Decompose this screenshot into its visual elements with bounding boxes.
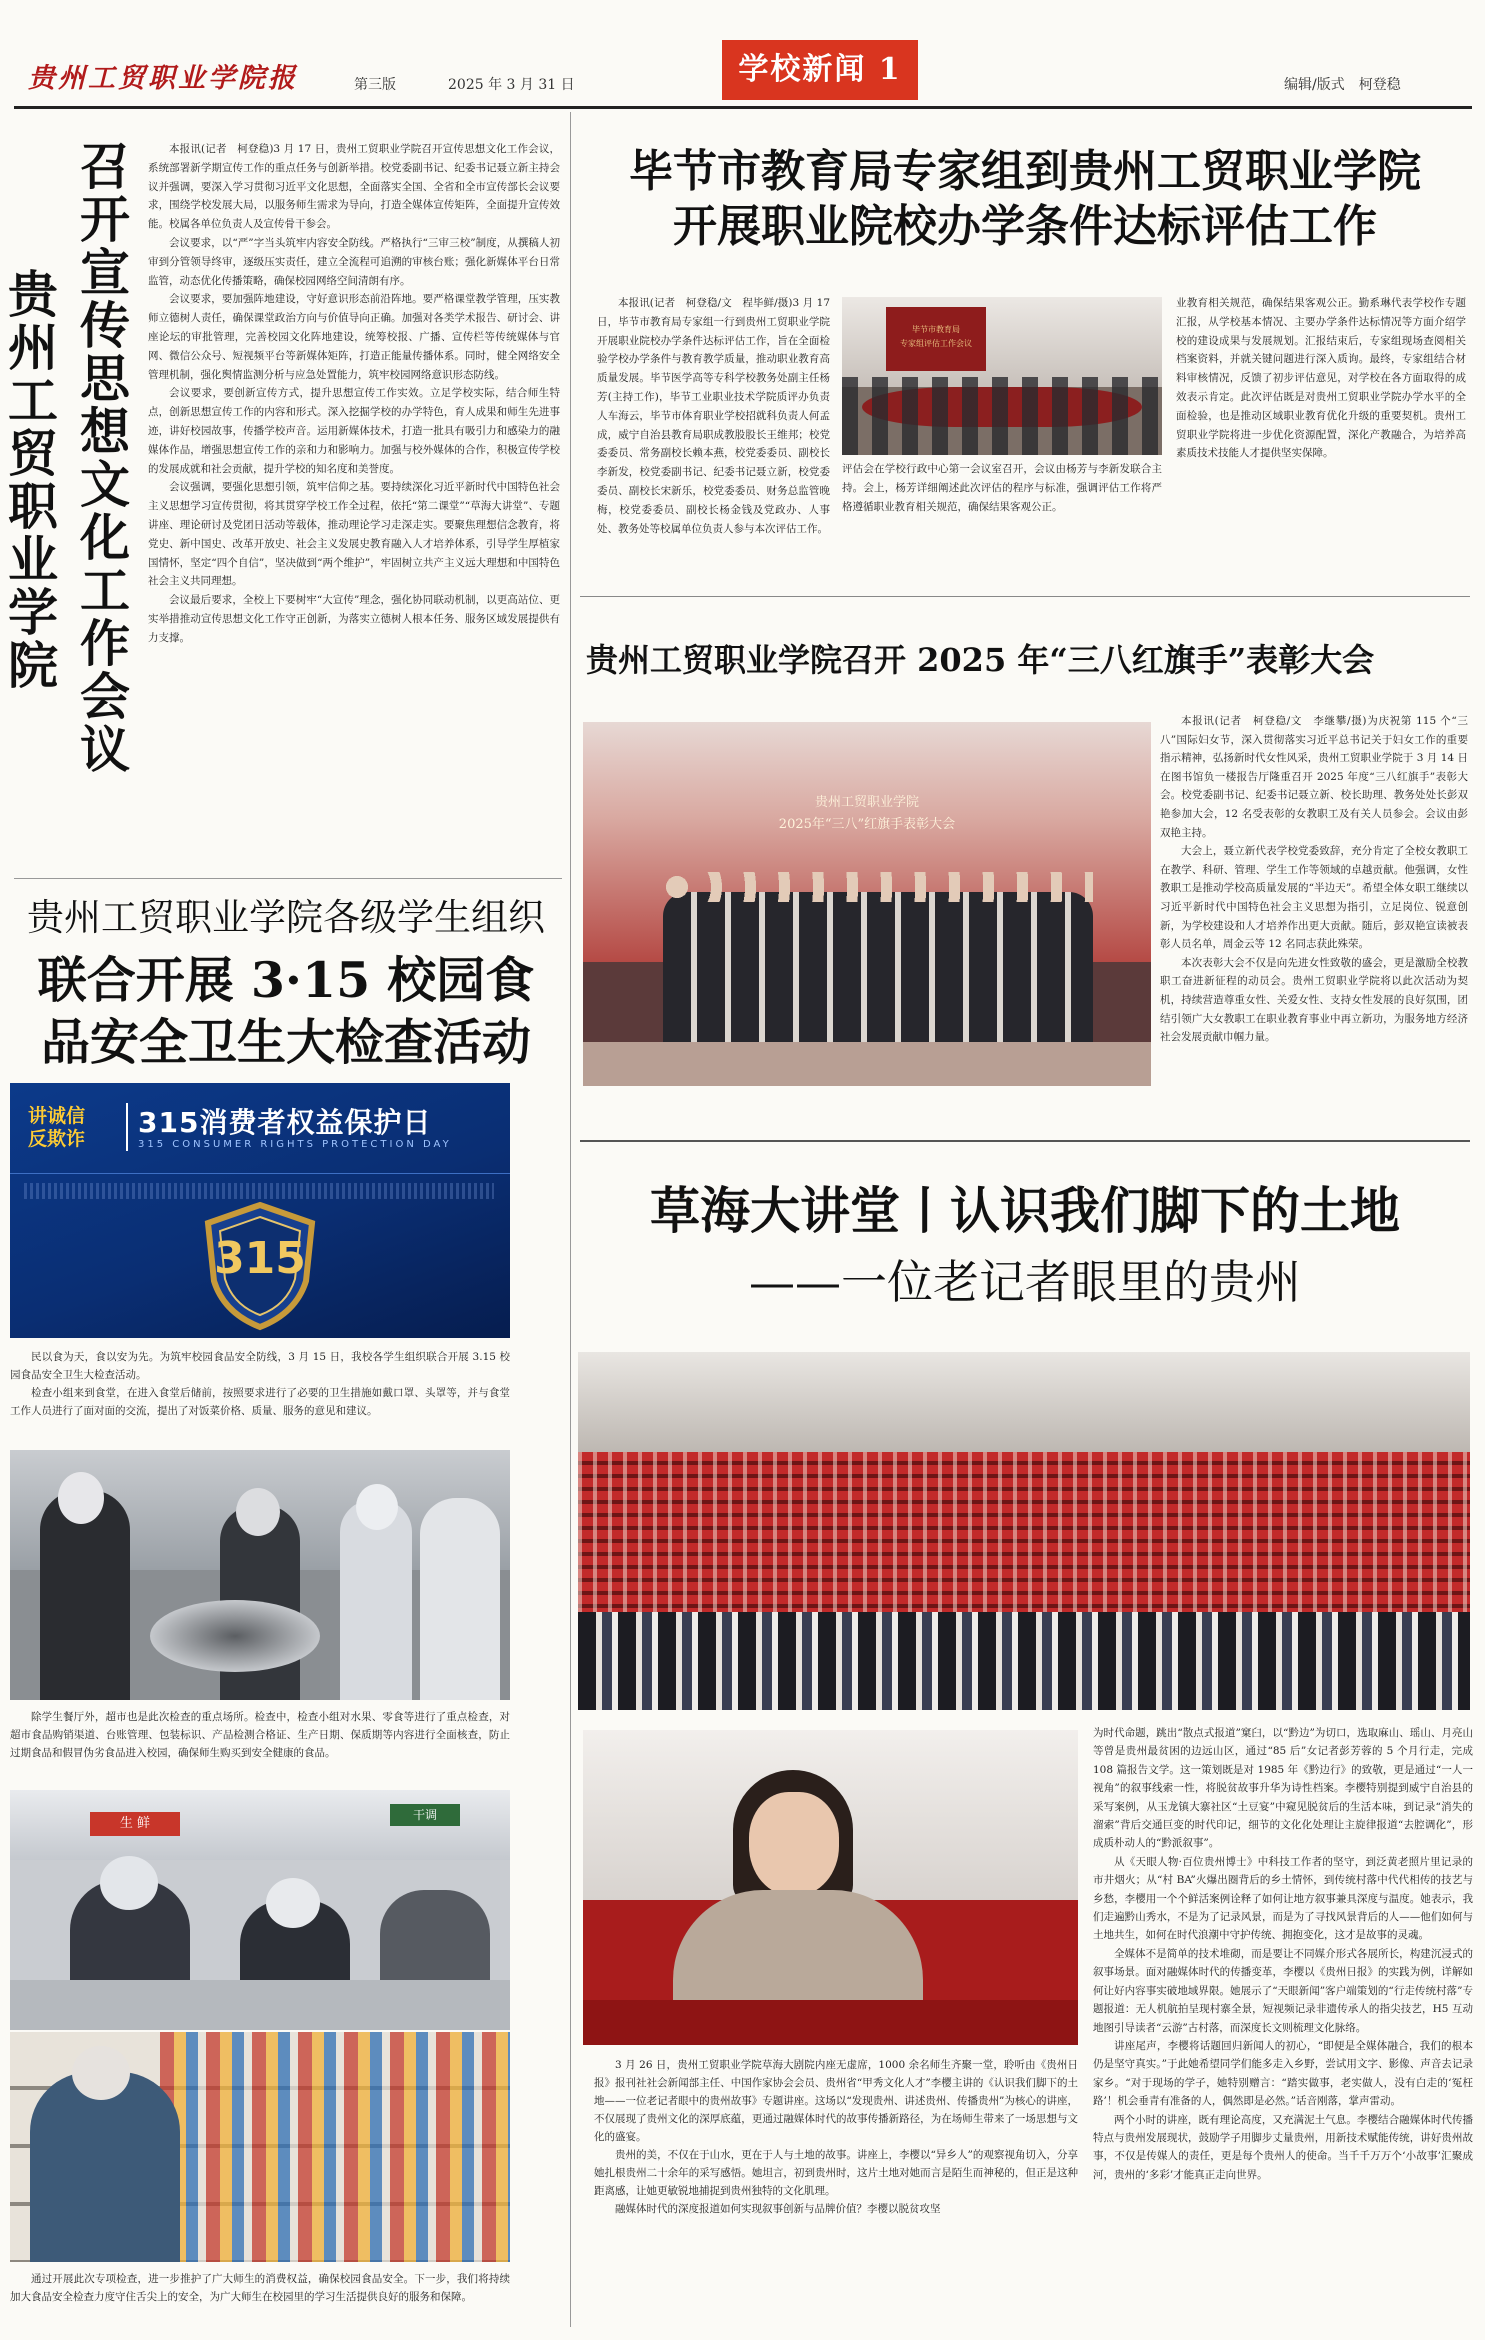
banner-title: 315消费者权益保护日	[138, 1106, 432, 1139]
article5-body	[1093, 1724, 1473, 2328]
lecturer-face	[749, 1792, 839, 1896]
article1-body	[148, 140, 560, 864]
editor-credit: 编辑/版式 柯登稳	[1284, 77, 1401, 93]
paragraph: 评估会在学校行政中心第一会议室召开，会议由杨芳与李新发联合主持。会上，杨芳详细阐述此次评估的程序与标准，强调评估工作将严格遵循职业教育相关规范，确保结果客观公正。	[842, 463, 1162, 513]
person-figure	[30, 2072, 180, 2262]
banner-divider	[126, 1103, 128, 1151]
banner-slogan	[28, 1105, 120, 1153]
issue-date: 2025 年 3 月 31 日	[448, 77, 575, 93]
article5-caption	[594, 2056, 1078, 2218]
article1-title-col1: 贵州工贸职业学院	[8, 265, 58, 695]
article4-body	[1160, 712, 1468, 1092]
banner-line	[10, 1173, 510, 1174]
shield-315: 315	[214, 1233, 306, 1284]
shelf-inspection-photo	[10, 2032, 510, 2262]
shelf-products	[160, 2032, 510, 2262]
paragraph: 会议要求，要创新宣传方式，提升思想宣传工作实效。立足学校实际，结合师生特点，创新思想宣传工作的内容和形式。深入挖掘学校的办学特色，育人成果和师生先进事迹，讲好校园故事，传播学校声音。运用新媒体技术，打造一批具有吸引力和感染力的融媒体作品，增强思想宣传工作的亲和力和影响力。加强与校外媒体的合作，积极宣传学校的发展成就和社会贡献，提升学校的知名度和美誉度。	[148, 387, 560, 475]
evaluation-meeting-photo	[842, 297, 1162, 455]
paragraph: 本报讯(记者 柯登稳)3 月 17 日，贵州工贸职业学院召开宣传思想文化工作会议，系统部署新学期宣传工作的重点任务与创新举措。校党委副书记、纪委书记聂立新主持会议并强调，要深入学习贯彻习近平文化思想，全面落实全国、全省和全市宣传部长会议要求，围绕学校发展大局，以服务师生需求为导向，打造全媒体宣传矩阵，全面提升宣传效能。校属各单位负责人及宣传骨干参会。	[148, 143, 560, 231]
paragraph: 两个小时的讲座，既有理论高度，又充满泥土气息。李樱结合融媒体时代传播特点与贵州发展现状，鼓励学子用脚步丈量贵州，用新技术赋能传统，讲好贵州故事，不仅是传媒人的责任，更是每个贵州人的使命。当千千万万个‘小故事’汇聚成河，贵州的‘多彩’才能真正走向世界。	[1093, 2113, 1473, 2181]
paragraph: 会议要求，以“严”字当头筑牢内容安全防线。严格执行“三审三校”制度，从撰稿人初审到分管领导终审，逐级压实责任，建立全流程可追溯的审核台账；强化新媒体平台日常监管，动态优化传播策略，确保校园网络空间清朗有序。	[148, 236, 560, 287]
article3-headline-2: 开展职业院校办学条件达标评估工作	[673, 201, 1377, 252]
shop-sign: 干调	[390, 1804, 460, 1826]
person-head	[356, 1484, 398, 1530]
supermarket-inspection-photo	[10, 1790, 510, 2030]
podium	[583, 2000, 1078, 2045]
paragraph: 讲座尾声，李樱将话题回归新闻人的初心，“即便是全媒体融合，我们的根本仍是坚守真实。”于此她希望同学们能多走入乡野，尝试用文字、影像、声音去记录家乡。“对于现场的学子，她特别赠言：“踏实做事，老实做人，没有白走的‘冤枉路’！机会垂青有准备的人，偶然即是必然。”话音刚落，掌声雷动。	[1093, 2039, 1473, 2108]
paragraph: 贵州的美，不仅在于山水，更在于人与土地的故事。讲座上，李樱以“异乡人”的观察视角切入，分享她扎根贵州二十余年的采写感悟。她坦言，初到贵州时，这片土地对她而言是陌生而神秘的，但正是这种距离感，让她更敏锐地捕捉到贵州独特的文化肌理。	[594, 2149, 1078, 2197]
section-rule	[14, 878, 562, 879]
article2-kicker: 贵州工贸职业学院各级学生组织	[27, 896, 545, 939]
paragraph: 会议强调，要强化思想引领，筑牢信仰之基。要持续深化习近平新时代中国特色社会主义思想学习宣传贯彻，将其贯穿学校工作全过程，依托“第二课堂”“草海大讲堂”、专题讲座、理论研讨及党团日活动等载体，推动理论学习走深走实。要聚焦理想信念教育，将党史、新中国史、改革开放史、社会主义发展史教育融入人才培养体系，引导学生厚植家国情怀，坚定“四个自信”，坚决做到“两个维护”，牢固树立共产主义远大理想和中国特色社会主义共同理想。	[148, 481, 560, 588]
person-head	[58, 1472, 104, 1524]
paragraph: 全媒体不是简单的技术堆砌，而是要让不同媒介形式各展所长，构建沉浸式的叙事场景。面对融媒体时代的传播变革，李樱以《贵州日报》的实践为例，详解如何让好内容事实破地域界限。她展示了“天眼新闻”客户端策划的“行走传统村落”专题报道：无人机航拍呈现村寨全景，短视频记录非遗传承人的指尖技艺，H5 互动地图引导读者“云游”古村落，而深度长文则梳理文化脉络。	[1093, 1947, 1473, 2034]
person-head	[266, 1878, 320, 1928]
article4-headline: 贵州工贸职业学院召开 2025 年“三八红旗手”表彰大会	[586, 641, 1375, 679]
auditorium-ceiling	[578, 1352, 1470, 1462]
newspaper-name: 贵州工贸职业学院报	[28, 63, 298, 94]
paragraph: 除学生餐厅外，超市也是此次检查的重点场所。检查中，检查小组对水果、零食等进行了重点检查，对超市食品购销渠道、台账管理、包装标识、产品检测合格证、生产日期、保质期等内容进行全面核查，防止过期食品和假冒伪劣食品进入校园，确保师生购买到安全健康的食品。	[10, 1711, 510, 1759]
article5-headline-1: 草海大讲堂丨认识我们脚下的土地	[650, 1181, 1400, 1240]
slogan-line: 反欺诈	[28, 1128, 86, 1150]
paragraph: 会议最后要求，全校上下要树牢“大宣传”理念，强化协同联动机制，以更高站位、更实举措推动宣传思想文化工作守正创新，为落实立德树人根本任务、服务区域发展提供有力支撑。	[148, 594, 560, 644]
award-ceremony-photo	[583, 722, 1151, 1086]
section-rule	[580, 1140, 1470, 1142]
paragraph: 通过开展此次专项检查，进一步推护了广大师生的消费权益，确保校园食品安全。下一步，我们将持续加大食品安全检查力度守住舌尖上的安全，为广大师生在校园里的学习生活提供良好的服务和保障。	[10, 2273, 510, 2303]
honoree-heads	[663, 872, 1093, 902]
article5-headline-2: ——一位老记者眼里的贵州	[749, 1255, 1301, 1309]
article3-col1	[597, 294, 830, 584]
stage-floor	[583, 1042, 1151, 1086]
display-counter	[10, 1980, 510, 2030]
masthead-rule	[14, 106, 1472, 109]
banner-subtitle: 315 CONSUMER RIGHTS PROTECTION DAY	[138, 1139, 452, 1150]
paragraph: 民以食为天，食以安为先。为筑牢校园食品安全防线，3 月 15 日，我校各学生组织联合开展 3.15 校园食品安全卫生大检查活动。	[10, 1351, 510, 1381]
audience	[578, 1452, 1470, 1622]
article2-caption3	[10, 2270, 510, 2306]
article3-headline-1: 毕节市教育局专家组到贵州工贸职业学院	[629, 146, 1421, 197]
person-head	[100, 1856, 158, 1910]
article2-headline-1: 联合开展 3·15 校园食	[37, 951, 535, 1009]
article3-col2	[842, 460, 1162, 584]
stage-banner-text: 贵州工贸职业学院 2025年“三八”红旗手表彰大会	[778, 795, 956, 832]
person-figure	[340, 1500, 412, 1700]
front-row-group	[578, 1612, 1470, 1710]
paragraph: 本报讯(记者 柯登稳/文 程毕鲜/摄)3 月 17 日，毕节市教育局专家组一行到贵州工贸职业学院开展职业院校办学条件达标评估工作，旨在全面检验学校办学条件与教育教学质量，推动职业教育高质量发展。毕节医学高等专科学校教务处副主任杨芳(主持工作)，毕节工业职业技术学院质评办负责人车海云，毕节市体育职业学校招就科负责人何孟成，威宁自治县教育局职成教股股长王维邦；校党委委员、常务副校长赖本燕，校党委委员、副校长李新发，校党委副书记、纪委书记聂立新，校党委委员、副校长宋新乐，校党委委员、财务总监管晚梅，校党委委员、副校长杨金钱及党政办、人事处、教务处等校属单位负责人参与本次评估工作。	[597, 297, 830, 535]
paragraph: 为时代命题，跳出“散点式报道”窠臼，以“黔边”为切口，选取麻山、瑶山、月亮山等曾是贵州最贫困的边远山区，通过“85 后”女记者彭芳蓉的 5 个月行走，完成 108 篇报告文学。这一策划既是对 1985 年《黔边行》的致敬，更是通过“一人一视角”的叙事线索一性，将脱贫故事升华为诗性档案。李樱特别提到威宁自治县的采写案例，从玉龙镇大寨社区“土豆宴”中窥见脱贫后的生活本味，到记录“消失的溜索”背后交通巨变的时代印记，细节的文化化处理让主旋律报道“去腔调化”，形成质朴动人的“黔派叙事”。	[1093, 1727, 1473, 1850]
person-figure	[420, 1498, 500, 1700]
article2-caption2	[10, 1708, 510, 1762]
steel-pot	[150, 1600, 320, 1672]
section-badge: 学校新闻 1	[722, 40, 918, 100]
banner-fineprint	[24, 1183, 494, 1199]
paragraph: 3 月 26 日，贵州工贸职业学院草海大剧院内座无虚席，1000 余名师生齐聚一堂，聆听由《贵州日报》报刊社社会新闻部主任、中国作家协会会员、贵州省“甲秀文化人才”李樱主讲的《认识我们脚下的土地——一位老记者眼中的贵州故事》专题讲座。这场以“发现贵州、讲述贵州、传播贵州”为核心的讲座，不仅展现了贵州文化的深厚底蕴，更通过融媒体时代的故事传播新路径，为在场师生带来了一场思想与文化的盛宴。	[594, 2059, 1078, 2143]
paragraph: 大会上，聂立新代表学校党委致辞，充分肯定了全校女教职工在教学、科研、管理、学生工作等领域的卓越贡献。他强调，女性教职工是推动学校高质量发展的“半边天”。希望全体女职工继续以习近平新时代中国特色社会主义思想为指引，立足岗位、锐意创新，为学校建设和人才培养作出更大贡献。随后，彭双艳宣读被表彰人员名单，周金云等 12 名同志获此殊荣。	[1160, 845, 1468, 951]
paragraph: 融媒体时代的深度报道如何实现叙事创新与品牌价值？李樱以脱贫攻坚	[615, 2203, 941, 2215]
auditorium-photo	[578, 1352, 1470, 1710]
lecturer-photo	[583, 1730, 1078, 2045]
article2-intro	[10, 1348, 510, 1420]
article1-title-col2: 召开宣传思想文化工作会议	[80, 137, 130, 779]
lecturer-body	[673, 1890, 923, 2010]
paragraph: 从《天眼人物·百位贵州博士》中科技工作者的坚守，到泛黄老照片里记录的市井烟火；从“村 BA”火爆出圈背后的乡土情怀，到传统村落中代代相传的技艺与乡愁，李樱用一个个鲜活案例诠释了如何让地方叙事兼具深度与温度。她表示，我们走遍黔山秀水，不是为了记录风景，而是为了寻找风景背后的人——他们如何与土地共生，如何在时代浪潮中守护传统、拥抱变化，这才是故事的灵魂。	[1093, 1855, 1473, 1942]
paragraph: 本报讯(记者 柯登稳/文 李继攀/摄)为庆祝第 115 个“三八”国际妇女节，深入贯彻落实习近平总书记关于妇女工作的重要指示精神，弘扬新时代女性风采，贵州工贸职业学院于 3 月 14 日在图书馆负一楼报告厅隆重召开 2025 年度“三八红旗手”表彰大会。校党委副书记、纪委书记聂立新、校长助理、教务处处长彭双艳参加大会，12 名受表彰的女教职工及有关人员参会。会议由彭双艳主持。	[1160, 715, 1468, 839]
paragraph: 会议要求，要加强阵地建设，守好意识形态前沿阵地。要严格课堂教学管理，压实教师立德树人责任，确保课堂政治方向与价值导向正确。加强对各类学术报告、研讨会、讲座论坛的审批管理，完善校园文化阵地建设，统筹校报、广播、宣传栏等传统媒体与官网、微信公众号、短视频平台等新媒体矩阵，打造正能量传播体系。同时，健全网络安全管理机制，强化舆情监测分析与应急处置能力，筑牢校园网络意识形态防线。	[148, 293, 560, 381]
section-rule	[580, 596, 1470, 597]
paragraph: 本次表彰大会不仅是向先进女性致敬的盛会，更是激励全校教职工奋进新征程的动员会。贵州工贸职业学院将以此次活动为契机，持续营造尊重女性、关爱女性、支持女性发展的良好氛围，团结引领广大女教职工在职业教育事业中再立新功，为服务地方经济社会发展贡献巾帼力量。	[1160, 956, 1468, 1044]
column-divider	[570, 112, 571, 2327]
meeting-attendees	[842, 377, 1162, 455]
canteen-inspection-photo	[10, 1450, 510, 1700]
person-head	[236, 1488, 280, 1536]
edition-label: 第三版	[354, 77, 396, 93]
meeting-screen: 毕节市教育局 专家组评估工作会议	[886, 307, 986, 371]
article2-headline-2: 品安全卫生大检查活动	[40, 1013, 531, 1071]
article3-col3	[1176, 294, 1466, 584]
paragraph: 业教育相关规范，确保结果客观公正。勤系琳代表学校作专题汇报，从学校基本情况、主要办学条件达标情况等方面介绍学校的建设成果与发展规划。汇报结束后，专家组现场查阅相关档案资料，并就关键问题进行深入质询。最终，专家组结合材料审核情况，反馈了初步评估意见，对学校在各方面取得的成效表示肯定。此次评估既是对贵州工贸职业学院办学水平的全面检验，也是推动区域职业教育优化升级的重要契机。贵州工贸职业学院将进一步优化资源配置，深化产教融合，为培养高素质技术技能人才提供坚实保障。	[1176, 297, 1466, 460]
shop-sign: 生 鲜	[90, 1812, 180, 1836]
consumer-day-banner	[10, 1083, 510, 1338]
paragraph: 检查小组来到食堂，在进入食堂后储前，按照要求进行了必要的卫生措施如戴口罩、头罩等，并与食堂工作人员进行了面对面的交流，提出了对饭菜价格、质量、服务的意见和建议。	[10, 1387, 510, 1417]
slogan-line: 讲诚信	[28, 1105, 86, 1127]
person-head	[72, 2046, 130, 2100]
